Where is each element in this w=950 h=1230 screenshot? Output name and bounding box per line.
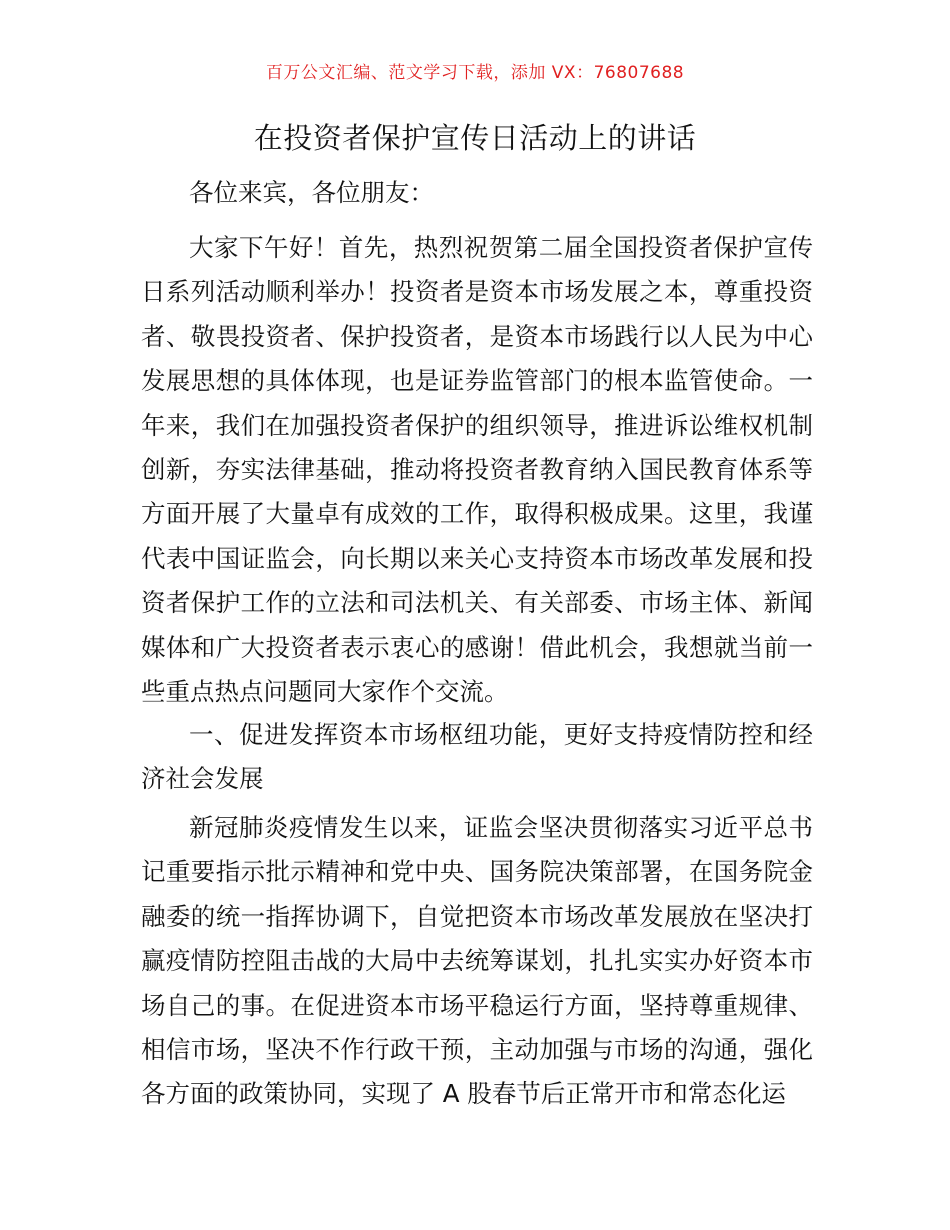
header-watermark-line: 百万公文汇编、范文学习下载，添加 VX：76807688 [265, 63, 685, 83]
document-title: 在投资者保护宣传日活动上的讲话 [253, 121, 697, 155]
salutation: 各位来宾，各位朋友： [189, 178, 434, 207]
section-heading-1: 一、促进发挥资本市场枢纽功能，更好支持疫情防控和经济社会发展 [141, 720, 813, 794]
paragraph-section-1: 新冠肺炎疫情发生以来，证监会坚决贯彻落实习近平总书记重要指示批示精神和党中央、国务院决策部署，在国务院金融委的统一指挥协调下，自觉把资本市场改革发展放在坚决打赢疫情防控阻击战的大局中去统筹谋划，扎扎实实办好资本市场自己的事。在促进资本市场平稳运行方面，坚持尊重规律、相信市场，坚决不作行政干预，主动加强与市场的沟通，强化各方面的政策协同，实现了 A 股春节后正常开市和常态化运 [141, 813, 813, 1109]
paragraph-opening: 大家下午好！首先，热烈祝贺第二届全国投资者保护宣传日系列活动顺利举办！投资者是资本市场发展之本，尊重投资者、敬畏投资者、保护投资者，是资本市场践行以人民为中心发展思想的具体体现，也是证券监管部门的根本监管使命。一年来，我们在加强投资者保护的组织领导，推进诉讼维权机制创新，夯实法律基础，推动将投资者教育纳入国民教育体系等方面开展了大量卓有成效的工作，取得积极成果。这里，我谨代表中国证监会，向长期以来关心支持资本市场改革发展和投资者保护工作的立法和司法机关、有关部委、市场主体、新闻媒体和广大投资者表示衷心的感谢！借此机会，我想就当前一些重点热点问题同大家作个交流。 [141, 233, 813, 707]
